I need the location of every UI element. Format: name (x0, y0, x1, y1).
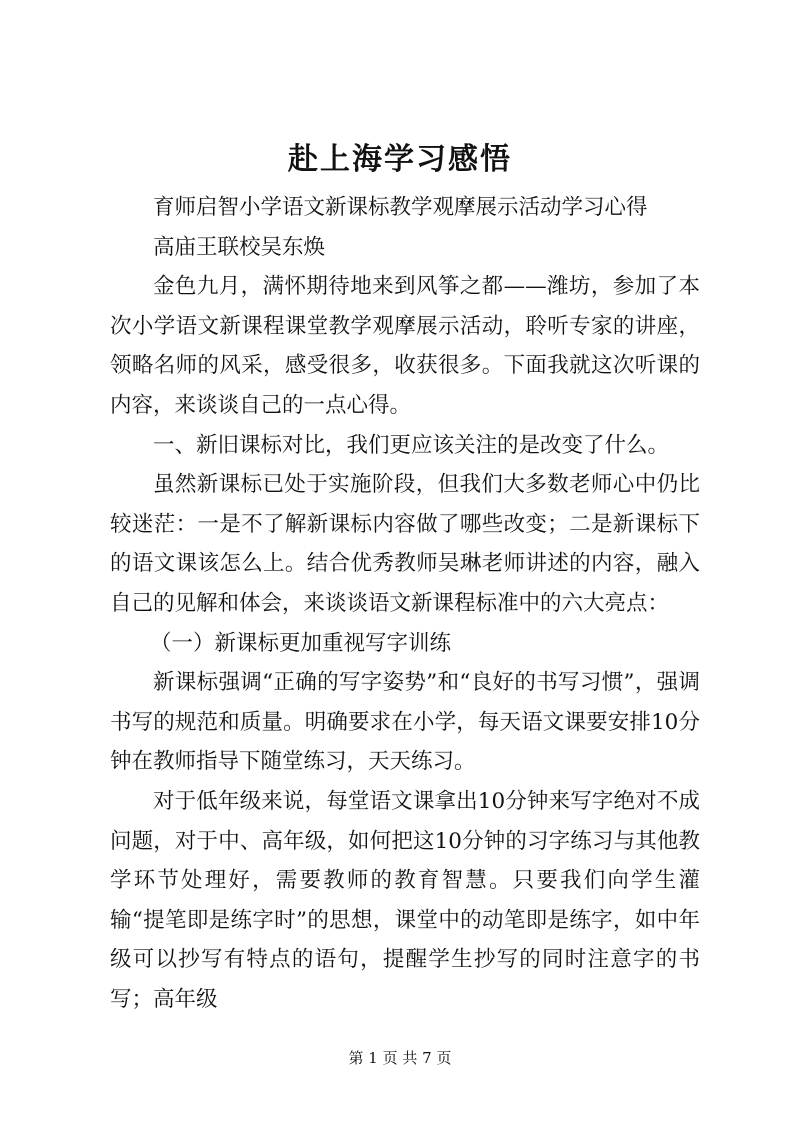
paragraph-subtitle: 育师启智小学语文新课标教学观摩展示活动学习心得 (153, 195, 648, 220)
paragraph-author: 高庙王联校吴东焕 (153, 234, 326, 260)
document-title: 赴上海学习感悟 (288, 142, 512, 177)
document-body (110, 188, 700, 1019)
paragraph-writing-1: 新课标强调“正确的写字姿势”和“良好的书写习惯”，强调书写的规范和质量。明确要求在小学，每天语文课要安排10分钟在教师指导下随堂练习，天天练习。 (110, 670, 700, 775)
paragraph-section-1: 虽然新课标已处于实施阶段，但我们大多数老师心中仍比较迷茫：一是不了解新课标内容做了哪些改变；二是新课标下的语文课该怎么上。结合优秀教师吴琳老师讲述的内容，融入自己的见解和体会，来谈谈语文新课程标准中的六大亮点： (110, 472, 700, 616)
paragraph-writing-2: 对于低年级来说，每堂语文课拿出10分钟来写字绝对不成问题，对于中、高年级，如何把这10分钟的习字练习与其他教学环节处理好，需要教师的教育智慧。只要我们向学生灌输“提笔即是练字时”的思想，课堂中的动笔即是练字，如中年级可以抄写有特点的语句，提醒学生抄写的同时注意字的书写；高年级 (110, 788, 700, 1012)
paragraph-intro: 金色九月，满怀期待地来到风筝之都——潍坊，参加了本次小学语文新课程课堂教学观摩展示活动，聆听专家的讲座，领略名师的风采，感受很多，收获很多。下面我就这次听课的内容，来谈谈自己的一点心得。 (110, 274, 700, 418)
subsection-heading-1: （一）新课标更加重视写字训练 (150, 630, 452, 656)
section-heading-1: 一、新旧课标对比，我们更应该关注的是改变了什么。 (153, 432, 670, 458)
page-footer: 第 1 页 共 7 页 (348, 1049, 452, 1067)
